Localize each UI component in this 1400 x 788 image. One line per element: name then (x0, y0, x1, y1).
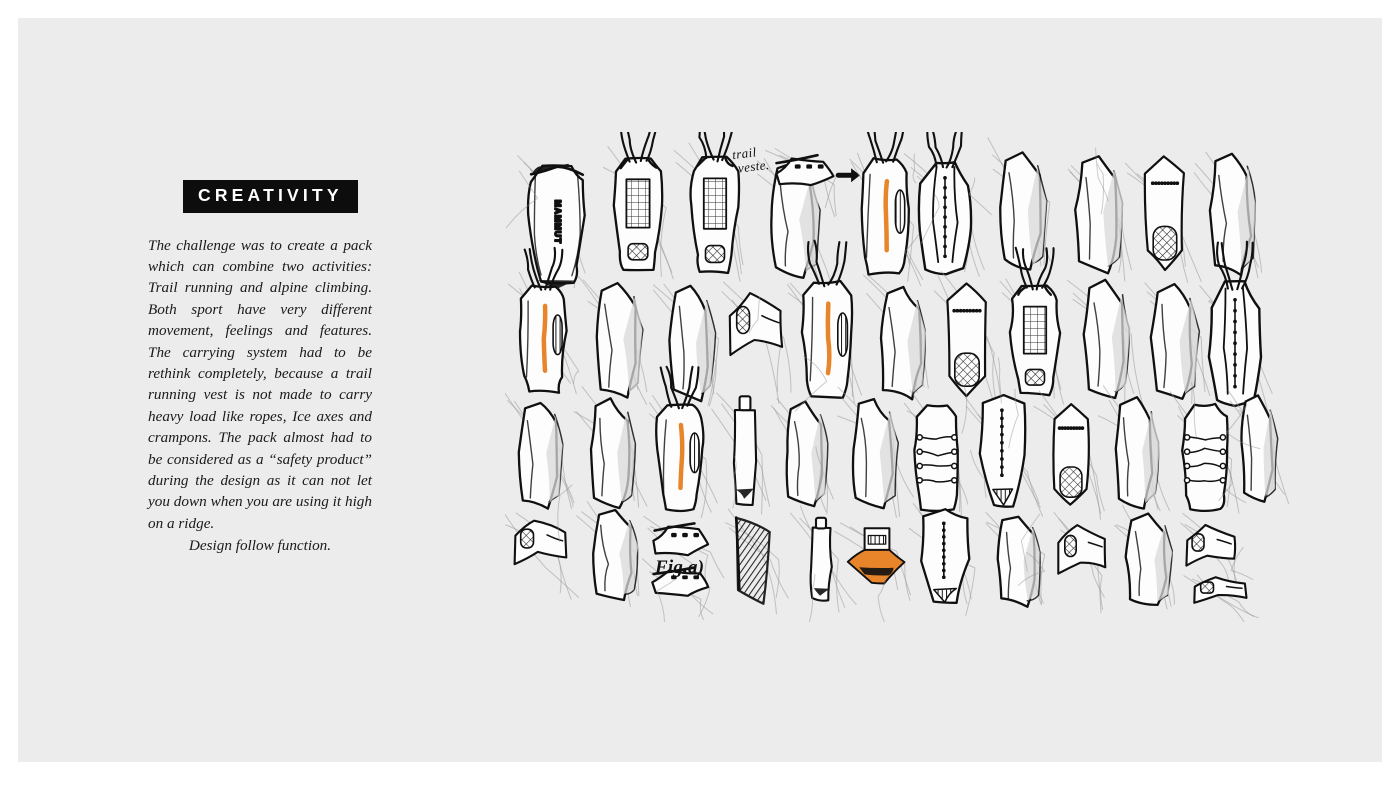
sketch-item (988, 138, 1051, 270)
sketch-item (574, 387, 647, 508)
sketch-item (1228, 391, 1288, 504)
sketch-item (1054, 513, 1105, 613)
sketch-field (505, 132, 1295, 622)
text-column (148, 180, 372, 557)
sketch-item (722, 282, 791, 403)
sketch-item (505, 392, 574, 509)
sketch-item (1115, 505, 1175, 609)
sketch-item (835, 523, 911, 601)
body-copy (148, 235, 372, 557)
sketch-item (791, 506, 857, 612)
handwritten-note-line-2: veste. (736, 156, 771, 176)
sketch-item (1184, 575, 1259, 622)
sketch-item (654, 284, 719, 406)
sketch-item (909, 504, 975, 616)
sketch-item (850, 132, 923, 281)
sketch-item (1145, 283, 1210, 404)
sketch-item (904, 390, 967, 520)
sketch-item (603, 132, 673, 279)
sketch-item (726, 509, 789, 614)
svg-text:MAMMUT: MAMMUT (552, 199, 563, 245)
body-paragraph-1: The challenge was to create a pack which can combine two activities: Trail running and alpine climbing. Both sport have very different movement, feelings and features. The carrying system had to be rethink completely, because a trail running vest is not made to carry heavy load like ropes, Ice axes and crampons. The pack almost had to be considered as a “safety product” during the design as it can not let you down when you are using it high on a ridge. (148, 236, 372, 532)
sketch-item (579, 277, 647, 405)
sketch-item (1068, 156, 1131, 281)
handwritten-note (731, 144, 770, 176)
sketch-item (1125, 156, 1201, 282)
sketch-item (934, 272, 1001, 403)
sketch-item (1098, 386, 1169, 511)
sketch-item (1000, 248, 1064, 404)
page-title-block (183, 180, 358, 213)
sketch-item (1034, 391, 1105, 519)
sketch-item (904, 132, 984, 276)
sketch-item (577, 502, 639, 607)
sketch-item (966, 395, 1043, 516)
sketch-item (1068, 280, 1144, 412)
figure-caption: Fig.a) (655, 557, 705, 578)
sketch-item (771, 399, 833, 515)
sketch-item (505, 513, 579, 599)
page-title: CREATIVITY (198, 185, 343, 205)
sketch-item (712, 393, 770, 514)
body-paragraph-2: Design follow function. (188, 537, 332, 555)
handwritten-note-line-1: trail (731, 144, 758, 163)
concept-sketch-sheet (505, 132, 1295, 622)
sketch-item (1170, 392, 1246, 513)
sketch-item (864, 275, 929, 400)
sketch-item (838, 387, 914, 517)
